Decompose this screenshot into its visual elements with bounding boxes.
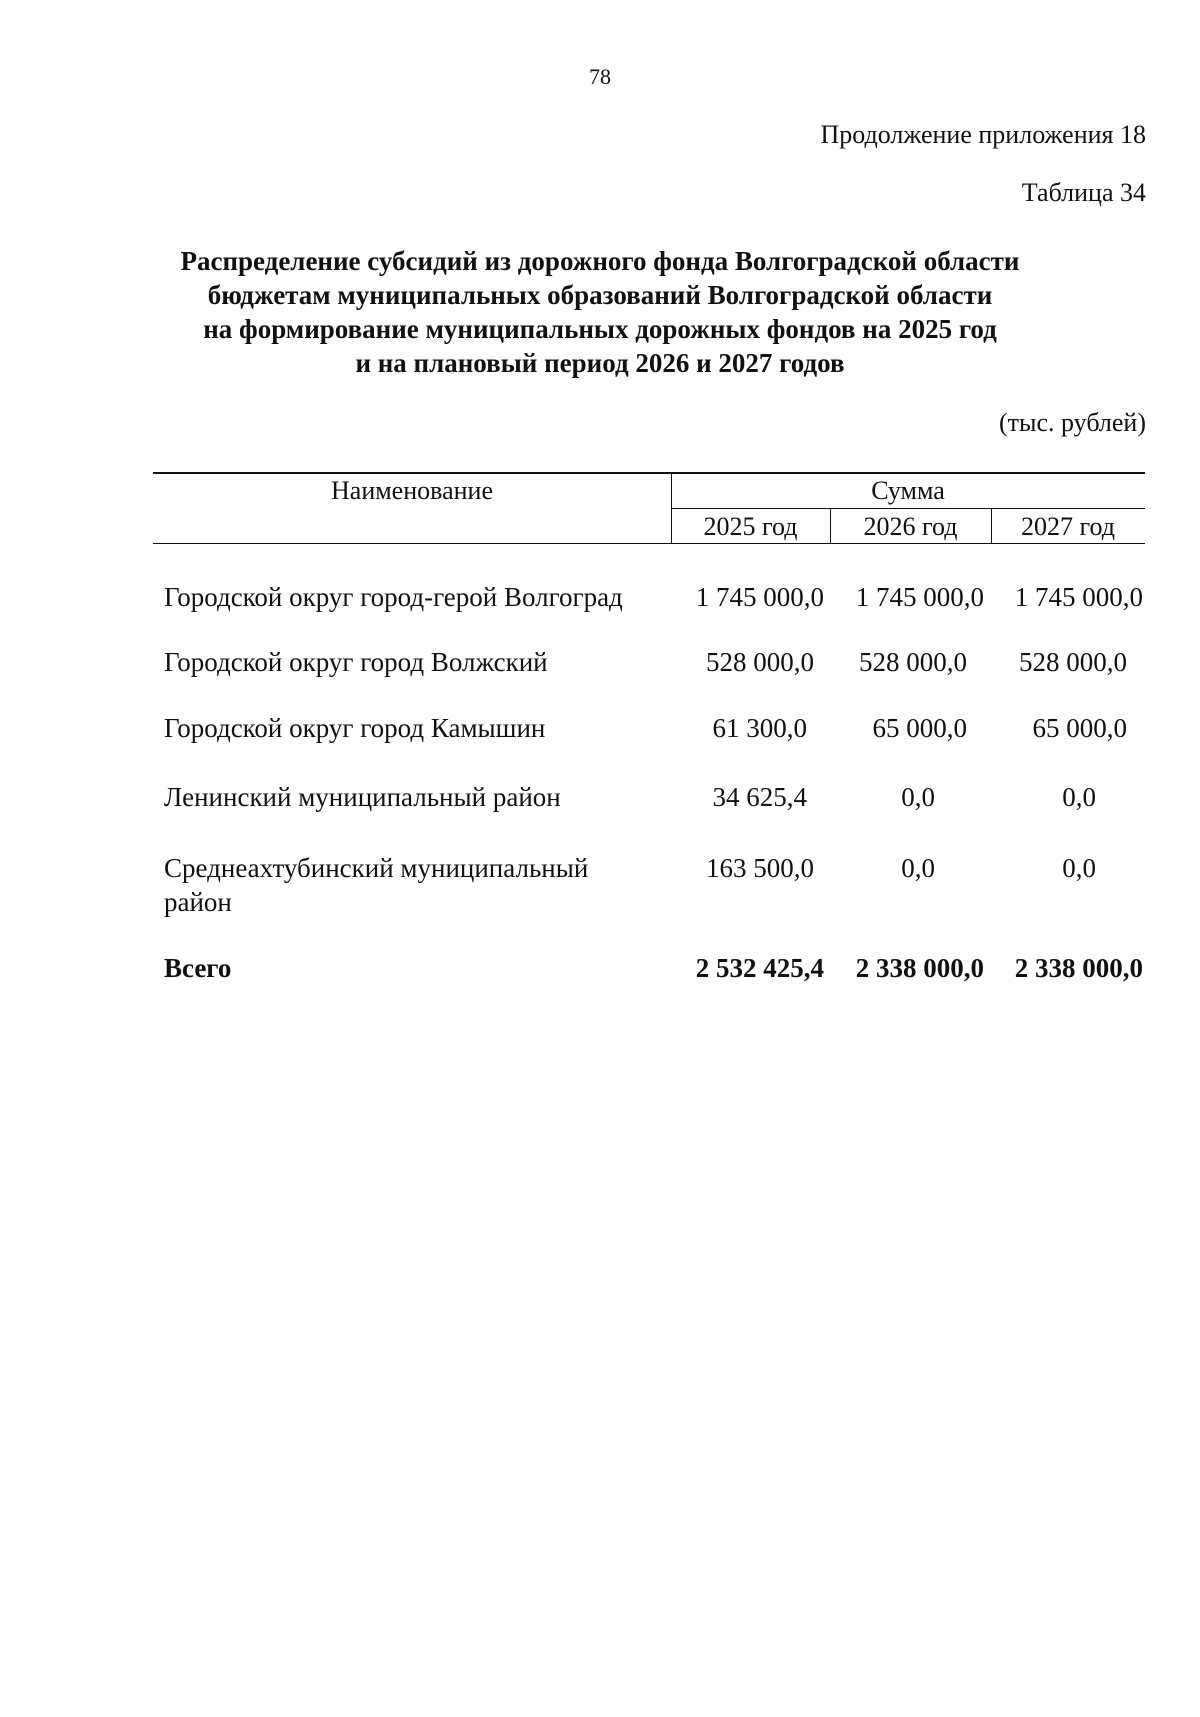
total-value: 2 338 000,0 [1014,953,1143,983]
row-value: 1 745 000,0 [695,582,824,612]
title-line: на формирование муниципальных дорожных фондов на 2025 год [203,314,997,344]
row-name: Городской округ город Волжский [164,647,548,677]
row-name: Ленинский муниципальный район [164,782,561,812]
row-value: 65 000,0 [872,713,967,743]
row-value: 61 300,0 [712,713,807,743]
total-value: 2 338 000,0 [855,953,984,983]
column-header-year: 2027 год [1021,512,1115,541]
row-value: 528 000,0 [706,647,814,677]
row-value: 65 000,0 [1032,713,1127,743]
title-line: Распределение субсидий из дорожного фонда Волгоградской области [180,246,1020,276]
table-number: Таблица 34 [1021,178,1146,207]
column-header-year: 2025 год [703,512,798,541]
header-rule-top [153,472,1145,474]
row-value: 0,0 [1062,853,1096,883]
row-value: 0,0 [901,853,935,883]
total-label: Всего [164,953,232,983]
row-value: 528 000,0 [1019,647,1127,677]
units-label: (тыс. рублей) [998,408,1146,437]
appendix-continuation: Продолжение приложения 18 [820,120,1146,149]
column-header-year: 2026 год [863,512,958,541]
row-value: 0,0 [1062,782,1096,812]
title-line: бюджетам муниципальных образований Волгоградской области [207,280,993,310]
header-rule-middle [671,508,1145,509]
page-number: 78 [589,64,611,89]
document-title [0,244,1200,380]
row-name: Городской округ город Камышин [164,713,546,743]
header-rule-bottom [153,543,1145,544]
row-value: 528 000,0 [859,647,967,677]
title-line: и на плановый период 2026 и 2027 годов [355,348,845,378]
row-value: 34 625,4 [712,782,807,812]
row-name: Городской округ город-герой Волгоград [164,582,623,612]
row-value: 1 745 000,0 [855,582,984,612]
column-header-sum: Сумма [871,476,945,505]
row-value: 1 745 000,0 [1014,582,1143,612]
row-value: 163 500,0 [706,853,814,883]
row-value: 0,0 [901,782,935,812]
row-name: Среднеахтубинский муниципальный район [164,853,589,917]
column-header-name: Наименование [331,476,493,505]
total-value: 2 532 425,4 [695,953,824,983]
